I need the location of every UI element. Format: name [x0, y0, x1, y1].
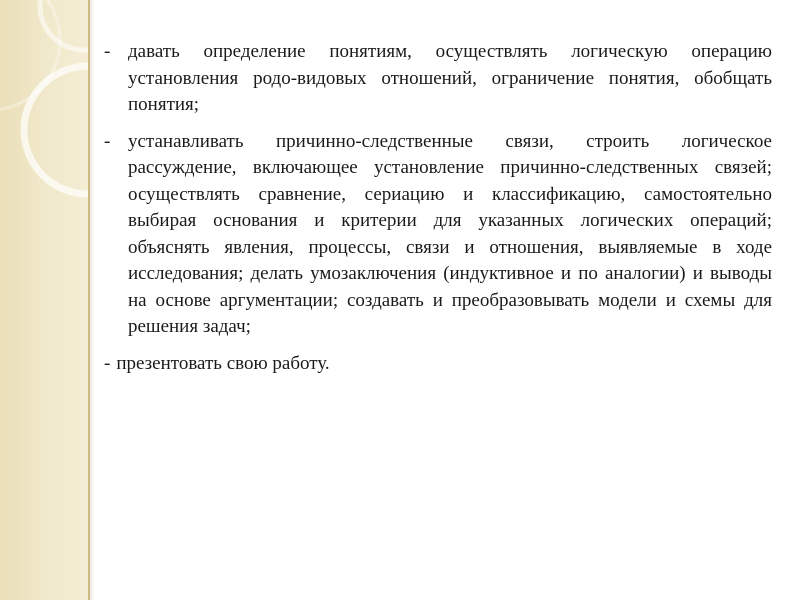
list-item: [104, 129, 772, 341]
decorative-left-circle: [0, 0, 60, 110]
decorative-top-circle: [40, 0, 88, 50]
vertical-divider-shadow: [90, 0, 94, 600]
list-item-marker: -: [104, 130, 111, 152]
slide-body: [104, 39, 772, 387]
list-item: [104, 351, 772, 378]
list-item-text: давать определение понятиям, осуществлять логическую операцию установления родо-видовых отношений, ограничение понятия, обобщать понятия;: [128, 41, 772, 115]
list-item-text: устанавливать причинно-следственные связи, строить логическое рассуждение, включающее установление причинно-следственных связей; осуществлять сравнение, сериацию и классификацию, самостоятельно выбирая основания и критерии для указанных логических операций; объяснять явления, процессы, связи и отношения, выявляемые в ходе исследования; делать умозаключения (индуктивное и по аналогии) и выводы на основе аргументации; создавать и преобразовывать модели и схемы для решения задач;: [128, 130, 772, 337]
list-item-marker: -: [104, 41, 111, 62]
decorative-side-band: [0, 0, 88, 600]
decorative-circles-graphic: [0, 0, 88, 600]
decorative-large-circle: [24, 66, 88, 194]
list-item: [104, 39, 772, 119]
list-item-marker: -: [104, 352, 111, 374]
list-item-text: презентовать свою работу.: [116, 352, 330, 374]
